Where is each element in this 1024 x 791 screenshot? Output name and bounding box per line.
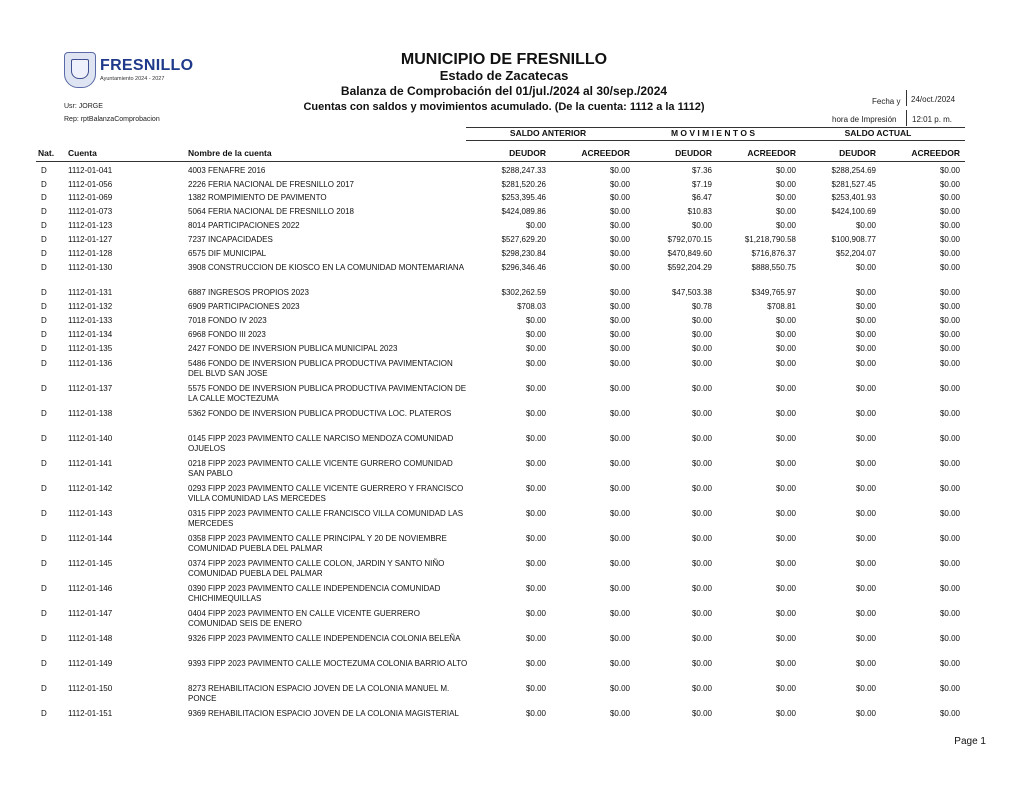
row-nombre: 0145 FIPP 2023 PAVIMENTO CALLE NARCISO MENDOZA COMUNIDAD OJUELOS [188, 434, 454, 453]
row-cuenta: 1112-01-140 [68, 434, 113, 443]
row-saldo-actual-acreedor: $0.00 [939, 709, 960, 718]
row-nombre: 6968 FONDO III 2023 [188, 330, 266, 339]
row-mov-deudor: $0.00 [691, 509, 712, 518]
row-cuenta: 1112-01-135 [68, 344, 113, 353]
row-saldo-anterior-deudor: $0.00 [525, 584, 546, 593]
row-nombre: 5362 FONDO DE INVERSION PUBLICA PRODUCTIVA LOC. PLATEROS [188, 409, 452, 418]
group-header-rule [466, 140, 965, 141]
row-mov-deudor: $0.00 [691, 344, 712, 353]
row-mov-deudor: $0.00 [691, 316, 712, 325]
row-saldo-anterior-acreedor: $0.00 [609, 459, 630, 468]
row-cuenta: 1112-01-143 [68, 509, 113, 518]
row-saldo-actual-deudor: $0.00 [855, 221, 876, 230]
row-saldo-actual-acreedor: $0.00 [939, 166, 960, 175]
row-mov-deudor: $7.19 [691, 180, 712, 189]
row-saldo-anterior-acreedor: $0.00 [609, 302, 630, 311]
row-mov-acreedor: $0.00 [775, 659, 796, 668]
row-nat: D [41, 384, 47, 393]
row-saldo-anterior-acreedor: $0.00 [609, 359, 630, 368]
col-nombre: Nombre de la cuenta [188, 148, 272, 158]
row-cuenta: 1112-01-150 [68, 684, 113, 693]
row-mov-deudor: $0.00 [691, 659, 712, 668]
row-nat: D [41, 207, 47, 216]
row-saldo-anterior-deudor: $0.00 [525, 634, 546, 643]
row-saldo-actual-deudor: $0.00 [855, 684, 876, 693]
row-mov-deudor: $0.00 [691, 359, 712, 368]
row-mov-acreedor: $0.00 [775, 330, 796, 339]
row-mov-deudor: $0.00 [691, 534, 712, 543]
row-nat: D [41, 330, 47, 339]
row-mov-acreedor: $0.00 [775, 166, 796, 175]
row-saldo-anterior-deudor: $0.00 [525, 534, 546, 543]
row-nat: D [41, 359, 47, 368]
row-nombre: 9369 REHABILITACION ESPACIO JOVEN DE LA COLONIA MAGISTERIAL [188, 709, 459, 718]
column-header-rule [36, 161, 965, 162]
accounts-subtitle: Cuentas con saldos y movimientos acumulado. (De la cuenta: 1112 a la 1112) [303, 101, 705, 113]
row-mov-deudor: $0.00 [691, 409, 712, 418]
row-nat: D [41, 288, 47, 297]
row-saldo-actual-acreedor: $0.00 [939, 534, 960, 543]
row-nombre: 8273 REHABILITACION ESPACIO JOVEN DE LA COLONIA MANUEL M. PONCE [188, 684, 450, 703]
page-number: Page 1 [954, 736, 986, 747]
row-cuenta: 1112-01-128 [68, 249, 113, 258]
row-saldo-actual-acreedor: $0.00 [939, 288, 960, 297]
row-saldo-anterior-acreedor: $0.00 [609, 634, 630, 643]
row-nombre: 0390 FIPP 2023 PAVIMENTO CALLE INDEPENDENCIA COMUNIDAD CHICHIMEQUILLAS [188, 584, 441, 603]
row-cuenta: 1112-01-137 [68, 384, 113, 393]
row-mov-acreedor: $716,876.37 [751, 249, 796, 258]
row-saldo-anterior-acreedor: $0.00 [609, 584, 630, 593]
row-nat: D [41, 684, 47, 693]
row-saldo-actual-acreedor: $0.00 [939, 684, 960, 693]
row-cuenta: 1112-01-144 [68, 534, 113, 543]
row-saldo-anterior-acreedor: $0.00 [609, 509, 630, 518]
row-mov-acreedor: $0.00 [775, 409, 796, 418]
state-title: Estado de Zacatecas [439, 68, 569, 83]
row-mov-acreedor: $0.00 [775, 509, 796, 518]
row-saldo-anterior-deudor: $0.00 [525, 484, 546, 493]
row-saldo-actual-deudor: $0.00 [855, 659, 876, 668]
row-saldo-anterior-deudor: $288,247.33 [501, 166, 546, 175]
row-saldo-anterior-acreedor: $0.00 [609, 609, 630, 618]
row-mov-acreedor: $0.00 [775, 459, 796, 468]
row-nombre: 6887 INGRESOS PROPIOS 2023 [188, 288, 309, 297]
row-saldo-actual-deudor: $0.00 [855, 359, 876, 368]
row-saldo-anterior-deudor: $0.00 [525, 434, 546, 443]
row-saldo-anterior-acreedor: $0.00 [609, 534, 630, 543]
row-cuenta: 1112-01-069 [68, 193, 113, 202]
row-mov-deudor: $10.83 [687, 207, 712, 216]
row-nat: D [41, 344, 47, 353]
row-mov-acreedor: $0.00 [775, 344, 796, 353]
row-saldo-actual-acreedor: $0.00 [939, 659, 960, 668]
row-saldo-actual-acreedor: $0.00 [939, 344, 960, 353]
row-saldo-anterior-deudor: $302,262.59 [501, 288, 546, 297]
row-nat: D [41, 235, 47, 244]
row-nat: D [41, 709, 47, 718]
row-saldo-actual-deudor: $0.00 [855, 263, 876, 272]
row-mov-acreedor: $1,218,790.58 [744, 235, 796, 244]
row-cuenta: 1112-01-138 [68, 409, 113, 418]
row-nat: D [41, 634, 47, 643]
row-saldo-anterior-deudor: $424,089.86 [501, 207, 546, 216]
row-cuenta: 1112-01-123 [68, 221, 113, 230]
row-mov-deudor: $0.00 [691, 330, 712, 339]
row-nat: D [41, 302, 47, 311]
report-name: Rep: rptBalanzaComprobacion [64, 116, 160, 123]
row-mov-deudor: $47,503.38 [671, 288, 712, 297]
row-nat: D [41, 409, 47, 418]
col-s-deudor: DEUDOR [839, 148, 876, 158]
row-saldo-anterior-deudor: $0.00 [525, 330, 546, 339]
row-saldo-anterior-deudor: $281,520.26 [501, 180, 546, 189]
row-nombre: 2226 FERIA NACIONAL DE FRESNILLO 2017 [188, 180, 354, 189]
row-saldo-actual-acreedor: $0.00 [939, 409, 960, 418]
balance-title: Balanza de Comprobación del 01/jul./2024 al 30/sep./2024 [340, 84, 668, 98]
row-saldo-anterior-deudor: $0.00 [525, 359, 546, 368]
row-saldo-anterior-deudor: $0.00 [525, 459, 546, 468]
row-saldo-actual-deudor: $0.00 [855, 316, 876, 325]
row-mov-deudor: $7.36 [691, 166, 712, 175]
row-saldo-anterior-deudor: $253,395.46 [501, 193, 546, 202]
row-saldo-actual-deudor: $0.00 [855, 409, 876, 418]
row-nat: D [41, 484, 47, 493]
row-nat: D [41, 534, 47, 543]
row-mov-acreedor: $0.00 [775, 434, 796, 443]
col-nat: Nat. [38, 148, 55, 158]
row-cuenta: 1112-01-147 [68, 609, 113, 618]
row-nombre: 2427 FONDO DE INVERSION PUBLICA MUNICIPAL 2023 [188, 344, 398, 353]
group-saldo-anterior: SALDO ANTERIOR [509, 128, 587, 138]
row-cuenta: 1112-01-141 [68, 459, 113, 468]
row-saldo-anterior-deudor: $0.00 [525, 684, 546, 693]
row-mov-acreedor: $0.00 [775, 609, 796, 618]
row-saldo-actual-deudor: $281,527.45 [831, 180, 876, 189]
row-mov-acreedor: $0.00 [775, 684, 796, 693]
row-saldo-anterior-acreedor: $0.00 [609, 166, 630, 175]
row-saldo-anterior-deudor: $0.00 [525, 316, 546, 325]
row-saldo-anterior-acreedor: $0.00 [609, 193, 630, 202]
row-cuenta: 1112-01-130 [68, 263, 113, 272]
fecha-value: 24/oct./2024 [911, 95, 956, 104]
row-saldo-actual-acreedor: $0.00 [939, 584, 960, 593]
row-nombre: 1382 ROMPIMIENTO DE PAVIMENTO [188, 193, 327, 202]
row-saldo-anterior-acreedor: $0.00 [609, 221, 630, 230]
row-mov-acreedor: $708.81 [767, 302, 796, 311]
row-cuenta: 1112-01-136 [68, 359, 113, 368]
row-saldo-actual-deudor: $0.00 [855, 344, 876, 353]
row-saldo-anterior-acreedor: $0.00 [609, 344, 630, 353]
row-saldo-actual-acreedor: $0.00 [939, 221, 960, 230]
row-saldo-actual-deudor: $0.00 [855, 288, 876, 297]
row-saldo-anterior-acreedor: $0.00 [609, 384, 630, 393]
row-saldo-actual-deudor: $0.00 [855, 330, 876, 339]
row-mov-acreedor: $0.00 [775, 384, 796, 393]
row-saldo-anterior-acreedor: $0.00 [609, 659, 630, 668]
row-cuenta: 1112-01-056 [68, 180, 113, 189]
row-nombre: 8014 PARTICIPACIONES 2022 [188, 221, 300, 230]
row-saldo-actual-deudor: $0.00 [855, 559, 876, 568]
row-mov-acreedor: $0.00 [775, 559, 796, 568]
row-cuenta: 1112-01-133 [68, 316, 113, 325]
row-saldo-anterior-deudor: $0.00 [525, 709, 546, 718]
row-saldo-actual-deudor: $0.00 [855, 584, 876, 593]
row-nombre: 0404 FIPP 2023 PAVIMENTO EN CALLE VICENTE GUERRERO COMUNIDAD SEIS DE ENERO [188, 609, 420, 628]
row-nombre: 9393 FIPP 2023 PAVIMENTO CALLE MOCTEZUMA COLONIA BARRIO ALTO [188, 659, 468, 668]
row-nombre: 5064 FERIA NACIONAL DE FRESNILLO 2018 [188, 207, 354, 216]
row-nat: D [41, 249, 47, 258]
row-mov-acreedor: $0.00 [775, 207, 796, 216]
row-saldo-anterior-deudor: $296,346.46 [501, 263, 546, 272]
row-saldo-actual-deudor: $288,254.69 [831, 166, 876, 175]
row-saldo-actual-acreedor: $0.00 [939, 459, 960, 468]
row-cuenta: 1112-01-132 [68, 302, 113, 311]
row-nat: D [41, 221, 47, 230]
row-saldo-actual-acreedor: $0.00 [939, 484, 960, 493]
row-saldo-actual-deudor: $0.00 [855, 459, 876, 468]
row-saldo-actual-deudor: $0.00 [855, 434, 876, 443]
row-cuenta: 1112-01-131 [68, 288, 113, 297]
row-nombre: 6909 PARTICIPACIONES 2023 [188, 302, 300, 311]
row-saldo-actual-deudor: $0.00 [855, 484, 876, 493]
row-saldo-actual-acreedor: $0.00 [939, 180, 960, 189]
report-title: MUNICIPIO DE FRESNILLO [400, 51, 608, 68]
row-saldo-actual-deudor: $0.00 [855, 534, 876, 543]
row-cuenta: 1112-01-146 [68, 584, 113, 593]
row-cuenta: 1112-01-142 [68, 484, 113, 493]
row-mov-acreedor: $0.00 [775, 584, 796, 593]
row-nombre: 0358 FIPP 2023 PAVIMENTO CALLE PRINCIPAL Y 20 DE NOVIEMBRE COMUNIDAD PUEBLA DEL PALMAR [188, 534, 447, 553]
row-saldo-anterior-acreedor: $0.00 [609, 330, 630, 339]
row-saldo-anterior-acreedor: $0.00 [609, 409, 630, 418]
row-nat: D [41, 559, 47, 568]
row-saldo-actual-acreedor: $0.00 [939, 330, 960, 339]
row-saldo-anterior-deudor: $527,629.20 [501, 235, 546, 244]
row-mov-acreedor: $0.00 [775, 534, 796, 543]
row-nat: D [41, 263, 47, 272]
date-separator [906, 90, 907, 106]
row-cuenta: 1112-01-127 [68, 235, 113, 244]
row-saldo-anterior-deudor: $0.00 [525, 384, 546, 393]
hora-value: 12:01 p. m. [912, 115, 953, 124]
row-nombre: 0218 FIPP 2023 PAVIMENTO CALLE VICENTE GURRERO COMUNIDAD SAN PABLO [188, 459, 453, 478]
row-saldo-actual-acreedor: $0.00 [939, 559, 960, 568]
row-mov-deudor: $0.00 [691, 221, 712, 230]
row-saldo-actual-deudor: $0.00 [855, 709, 876, 718]
row-cuenta: 1112-01-149 [68, 659, 113, 668]
row-saldo-actual-deudor: $0.00 [855, 302, 876, 311]
row-saldo-actual-acreedor: $0.00 [939, 302, 960, 311]
row-nombre: 0374 FIPP 2023 PAVIMENTO CALLE COLON, JARDIN Y SANTO NIÑO COMUNIDAD PUEBLA DEL PALMAR [188, 559, 445, 578]
row-saldo-actual-acreedor: $0.00 [939, 609, 960, 618]
row-saldo-actual-deudor: $0.00 [855, 509, 876, 518]
row-saldo-actual-acreedor: $0.00 [939, 207, 960, 216]
row-saldo-anterior-deudor: $0.00 [525, 609, 546, 618]
row-mov-deudor: $0.00 [691, 459, 712, 468]
row-saldo-anterior-acreedor: $0.00 [609, 559, 630, 568]
row-cuenta: 1112-01-151 [68, 709, 113, 718]
col-cuenta: Cuenta [68, 148, 97, 158]
row-saldo-actual-deudor: $0.00 [855, 634, 876, 643]
row-saldo-actual-acreedor: $0.00 [939, 384, 960, 393]
row-saldo-anterior-acreedor: $0.00 [609, 288, 630, 297]
row-saldo-actual-acreedor: $0.00 [939, 249, 960, 258]
row-saldo-anterior-deudor: $0.00 [525, 344, 546, 353]
group-saldo-actual: SALDO ACTUAL [844, 128, 912, 138]
row-saldo-anterior-deudor: $0.00 [525, 409, 546, 418]
row-saldo-actual-deudor: $253,401.93 [831, 193, 876, 202]
user-label: Usr: JORGE [64, 103, 103, 110]
row-nombre: 6575 DIF MUNICIPAL [188, 249, 267, 258]
row-mov-acreedor: $888,550.75 [751, 263, 796, 272]
row-nat: D [41, 434, 47, 443]
row-mov-deudor: $0.00 [691, 434, 712, 443]
row-saldo-actual-deudor: $0.00 [855, 609, 876, 618]
row-saldo-actual-acreedor: $0.00 [939, 316, 960, 325]
row-saldo-anterior-deudor: $0.00 [525, 559, 546, 568]
row-nat: D [41, 609, 47, 618]
row-saldo-actual-deudor: $424,100.69 [831, 207, 876, 216]
row-saldo-actual-deudor: $52,204.07 [835, 249, 876, 258]
row-saldo-anterior-acreedor: $0.00 [609, 709, 630, 718]
row-nombre: 7237 INCAPACIDADES [188, 235, 273, 244]
row-mov-acreedor: $0.00 [775, 709, 796, 718]
row-mov-deudor: $592,204.29 [667, 263, 712, 272]
row-mov-deudor: $6.47 [691, 193, 712, 202]
row-saldo-anterior-deudor: $0.00 [525, 659, 546, 668]
row-saldo-actual-acreedor: $0.00 [939, 263, 960, 272]
row-mov-deudor: $0.00 [691, 609, 712, 618]
logo-subtitle: Ayuntamiento 2024 - 2027 [100, 76, 165, 82]
row-mov-deudor: $0.00 [691, 584, 712, 593]
col-s-acreedor: ACREEDOR [911, 148, 960, 158]
col-sa-acreedor: ACREEDOR [581, 148, 630, 158]
row-nombre: 4003 FENAFRE 2016 [188, 166, 266, 175]
group-movimientos: M O V I M I E N T O S [670, 128, 756, 138]
row-saldo-actual-acreedor: $0.00 [939, 235, 960, 244]
row-saldo-actual-acreedor: $0.00 [939, 434, 960, 443]
row-nombre: 3908 CONSTRUCCION DE KIOSCO EN LA COMUNIDAD MONTEMARIANA [188, 263, 465, 272]
row-mov-acreedor: $0.00 [775, 484, 796, 493]
row-saldo-actual-acreedor: $0.00 [939, 193, 960, 202]
row-mov-deudor: $0.00 [691, 559, 712, 568]
row-nat: D [41, 659, 47, 668]
row-nombre: 5486 FONDO DE INVERSION PUBLICA PRODUCTIVA PAVIMENTACION DEL BLVD SAN JOSE [188, 359, 453, 378]
row-cuenta: 1112-01-041 [68, 166, 113, 175]
row-mov-acreedor: $0.00 [775, 221, 796, 230]
hora-label: hora de Impresión [832, 115, 897, 124]
row-saldo-anterior-acreedor: $0.00 [609, 235, 630, 244]
row-saldo-anterior-deudor: $298,230.84 [501, 249, 546, 258]
row-saldo-anterior-deudor: $708.03 [517, 302, 546, 311]
row-cuenta: 1112-01-134 [68, 330, 113, 339]
row-saldo-actual-acreedor: $0.00 [939, 634, 960, 643]
row-nombre: 9326 FIPP 2023 PAVIMENTO CALLE INDEPENDENCIA COLONIA BELEÑA [188, 634, 461, 643]
row-nat: D [41, 180, 47, 189]
row-nombre: 0293 FIPP 2023 PAVIMENTO CALLE VICENTE GUERRERO Y FRANCISCO VILLA COMUNIDAD LAS MERCEDES [188, 484, 464, 503]
row-saldo-anterior-acreedor: $0.00 [609, 484, 630, 493]
row-mov-deudor: $0.00 [691, 684, 712, 693]
row-nat: D [41, 193, 47, 202]
row-nat: D [41, 459, 47, 468]
row-nat: D [41, 316, 47, 325]
row-mov-acreedor: $0.00 [775, 316, 796, 325]
logo-text: FRESNILLO [100, 57, 194, 74]
row-nat: D [41, 584, 47, 593]
row-mov-deudor: $792,070.15 [667, 235, 712, 244]
row-saldo-anterior-acreedor: $0.00 [609, 207, 630, 216]
row-mov-deudor: $0.78 [691, 302, 712, 311]
col-sa-deudor: DEUDOR [509, 148, 546, 158]
row-saldo-anterior-acreedor: $0.00 [609, 263, 630, 272]
row-mov-deudor: $0.00 [691, 384, 712, 393]
row-nat: D [41, 509, 47, 518]
row-nombre: 7018 FONDO IV 2023 [188, 316, 267, 325]
col-m-acreedor: ACREEDOR [747, 148, 796, 158]
row-saldo-anterior-acreedor: $0.00 [609, 434, 630, 443]
row-nombre: 0315 FIPP 2023 PAVIMENTO CALLE FRANCISCO VILLA COMUNIDAD LAS MERCEDES [188, 509, 464, 528]
row-cuenta: 1112-01-145 [68, 559, 113, 568]
row-nombre: 5575 FONDO DE INVERSION PUBLICA PRODUCTIVA PAVIMENTACION DE LA CALLE MOCTEZUMA [188, 384, 467, 403]
row-saldo-actual-acreedor: $0.00 [939, 359, 960, 368]
row-mov-acreedor: $0.00 [775, 634, 796, 643]
row-saldo-anterior-deudor: $0.00 [525, 509, 546, 518]
row-saldo-anterior-acreedor: $0.00 [609, 316, 630, 325]
row-mov-deudor: $470,849.60 [667, 249, 712, 258]
col-m-deudor: DEUDOR [675, 148, 712, 158]
row-mov-deudor: $0.00 [691, 709, 712, 718]
row-mov-acreedor: $0.00 [775, 359, 796, 368]
row-saldo-actual-deudor: $0.00 [855, 384, 876, 393]
row-saldo-anterior-deudor: $0.00 [525, 221, 546, 230]
row-mov-deudor: $0.00 [691, 634, 712, 643]
row-saldo-anterior-acreedor: $0.00 [609, 180, 630, 189]
row-mov-acreedor: $0.00 [775, 193, 796, 202]
time-separator [906, 110, 907, 126]
row-mov-acreedor: $349,765.97 [751, 288, 796, 297]
row-nat: D [41, 166, 47, 175]
row-saldo-anterior-acreedor: $0.00 [609, 249, 630, 258]
row-cuenta: 1112-01-073 [68, 207, 113, 216]
row-mov-deudor: $0.00 [691, 484, 712, 493]
row-saldo-actual-deudor: $100,908.77 [831, 235, 876, 244]
fecha-label: Fecha y [872, 97, 901, 106]
row-saldo-actual-acreedor: $0.00 [939, 509, 960, 518]
row-cuenta: 1112-01-148 [68, 634, 113, 643]
row-saldo-anterior-acreedor: $0.00 [609, 684, 630, 693]
row-mov-acreedor: $0.00 [775, 180, 796, 189]
